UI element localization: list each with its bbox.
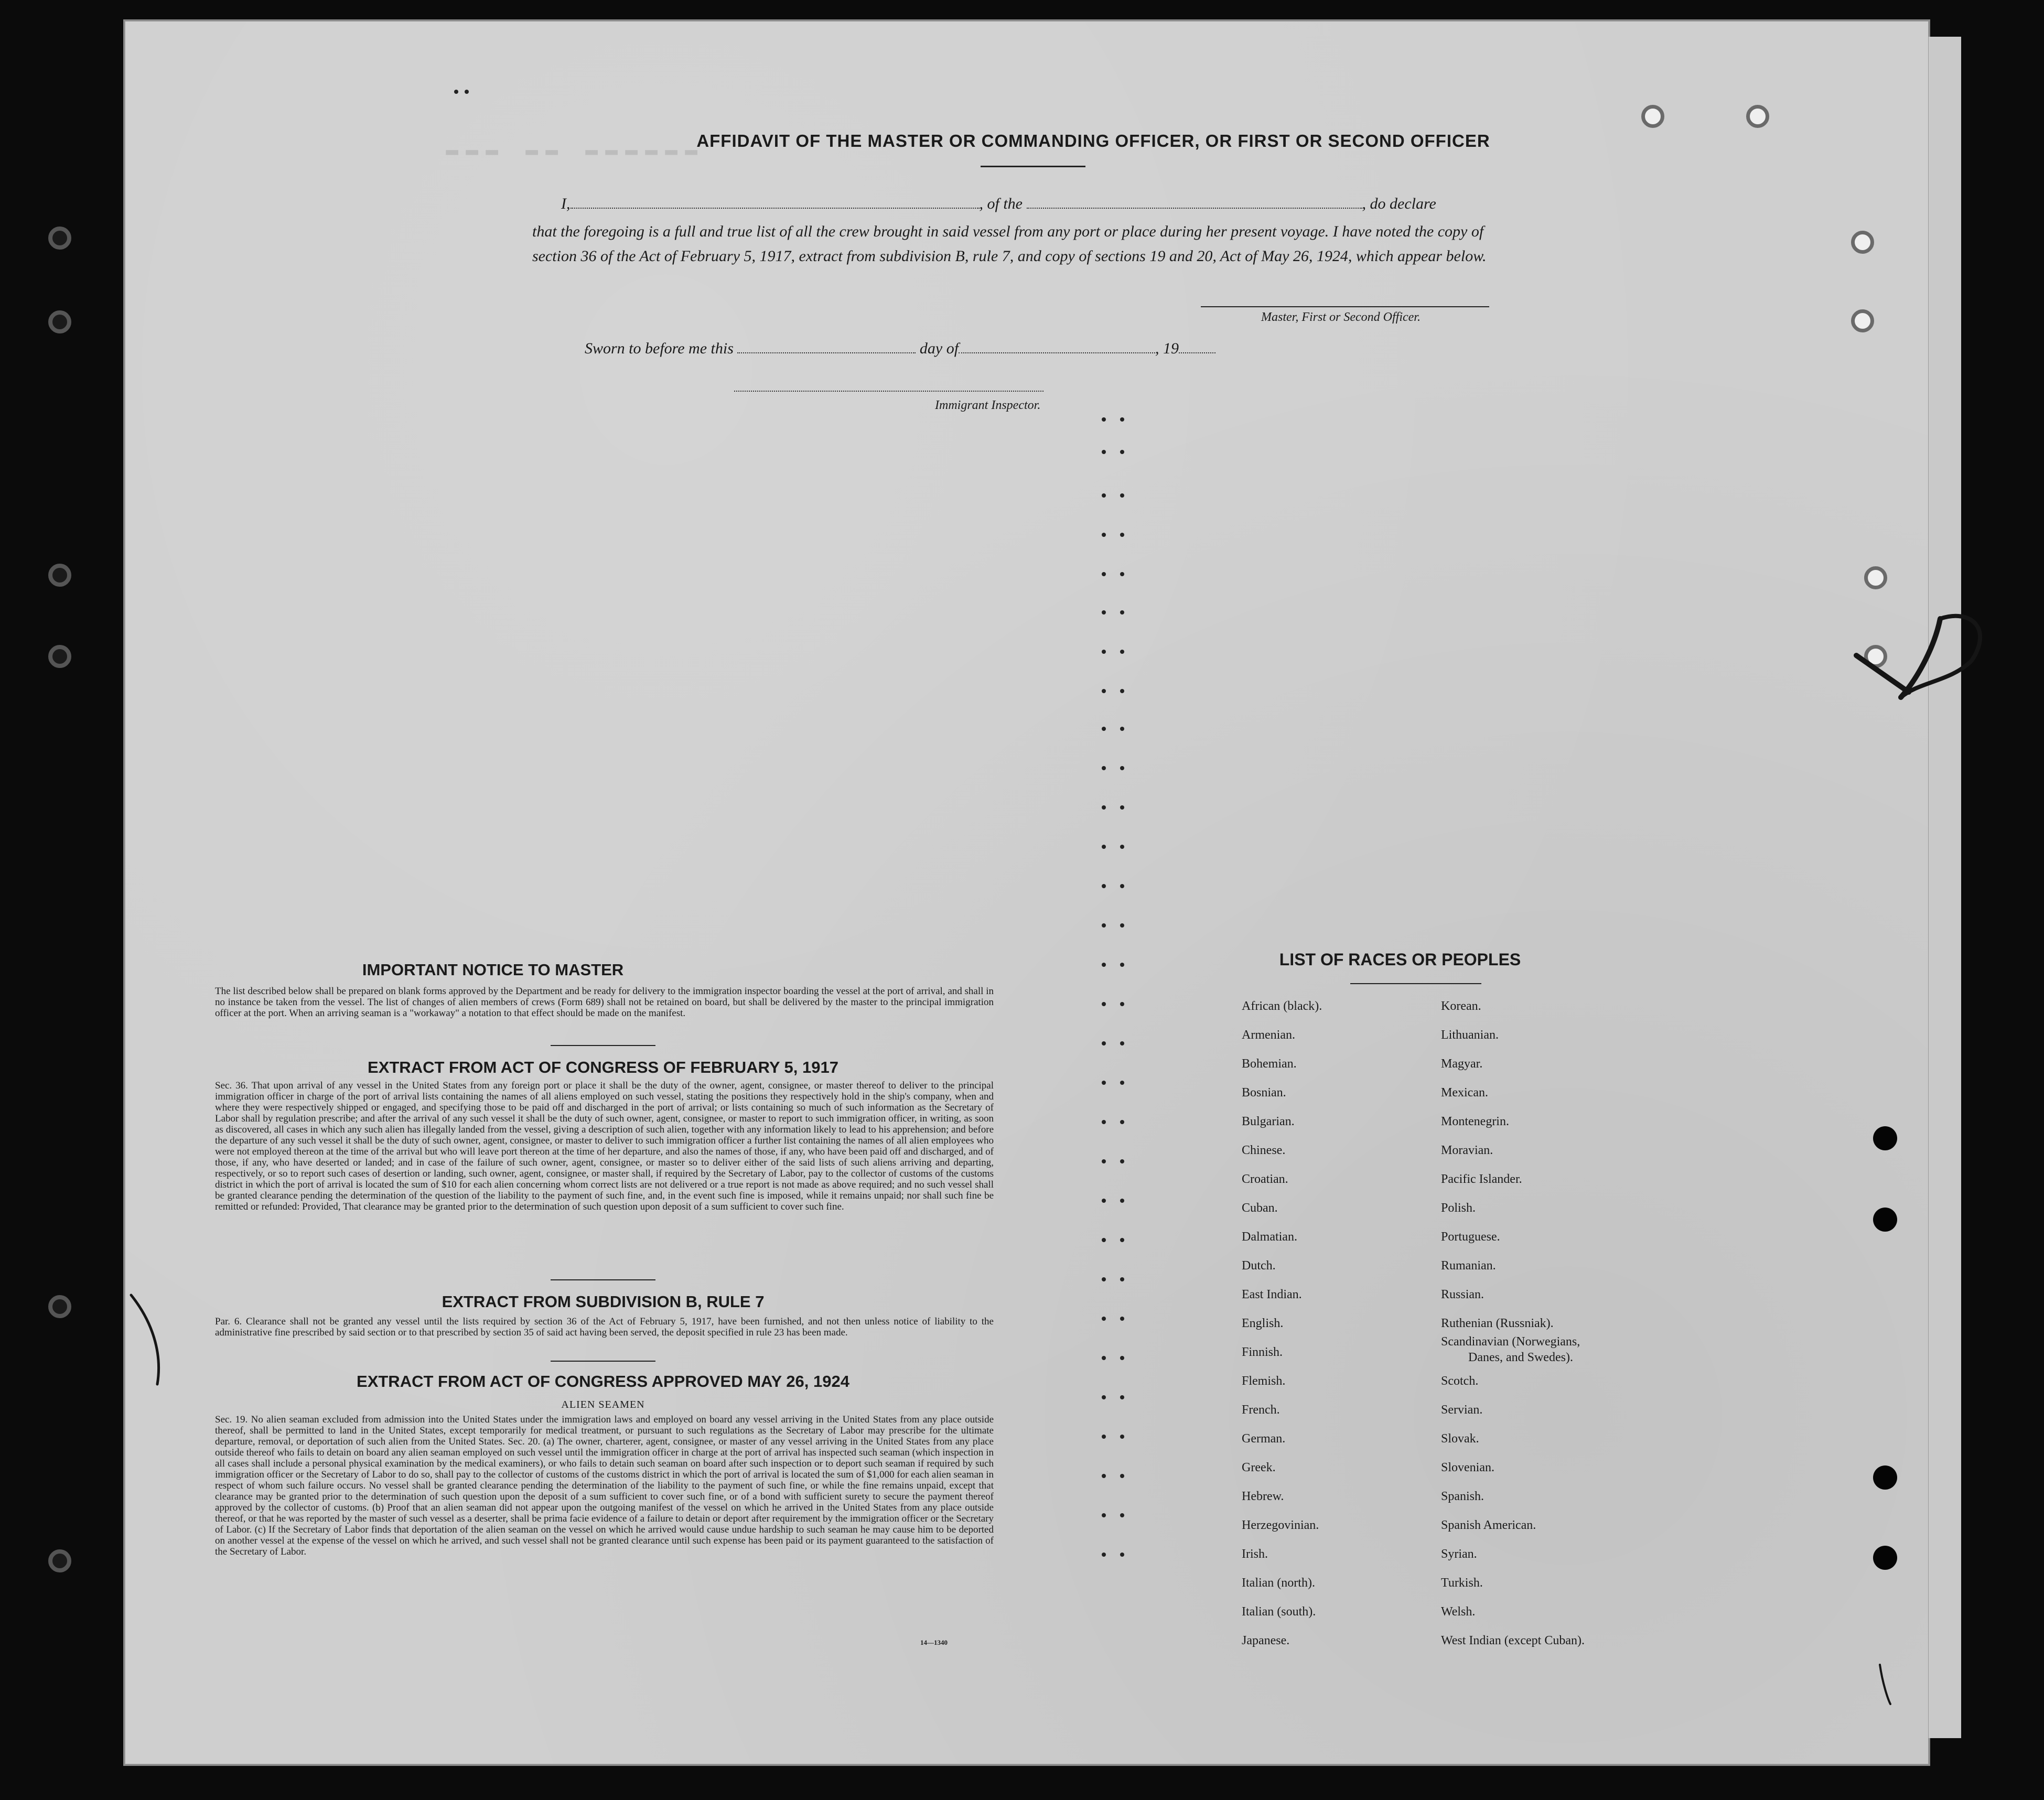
race-item: Servian. — [1441, 1403, 1483, 1417]
race-item: Armenian. — [1242, 1028, 1295, 1042]
race-item: Slovak. — [1441, 1432, 1479, 1446]
race-item: English. — [1242, 1317, 1284, 1330]
race-item: East Indian. — [1242, 1288, 1302, 1301]
race-item: Polish. — [1441, 1201, 1476, 1215]
race-item: German. — [1242, 1432, 1286, 1446]
race-item: French. — [1242, 1403, 1280, 1417]
race-item: Herzegovinian. — [1242, 1518, 1319, 1532]
bleed-through-title: ▬▬▬ ▬▬ ▬▬▬▬▬▬ — [446, 139, 705, 163]
form-number: 14—1340 — [920, 1639, 948, 1646]
race-item: Hebrew. — [1242, 1490, 1284, 1503]
race-item: Moravian. — [1441, 1144, 1493, 1157]
race-item: African (black). — [1242, 999, 1322, 1013]
affidavit-title: AFFIDAVIT OF THE MASTER OR COMMANDING OFFICER, OR FIRST OR SECOND OFFICER — [696, 131, 1490, 150]
race-item: Korean. — [1441, 999, 1481, 1013]
master-signature-label: Master, First or Second Officer. — [1261, 310, 1421, 324]
sworn-line: Sworn to before me this day of , 19 — [585, 340, 1215, 358]
race-item: Rumanian. — [1441, 1259, 1496, 1273]
race-item: Spanish. — [1441, 1490, 1484, 1503]
race-item: Montenegrin. — [1441, 1115, 1509, 1128]
extract-rule7-text: Par. 6. Clearance shall not be granted any vessel until the lists required by section 36 of the Act of February 5, 1917, have been furnished, and not then unless notice of liability to the administrative fine prescribed by said section or to that prescribed by section 35 of said act having been served, the deposit specified in rule 23 has been made. — [215, 1316, 994, 1338]
extract-rule7-title: EXTRACT FROM SUBDIVISION B, RULE 7 — [442, 1292, 765, 1311]
race-item: Flemish. — [1242, 1374, 1286, 1388]
race-item: Russian. — [1441, 1288, 1484, 1301]
affidavit-declaration-line: I, , of the , do declare — [561, 195, 1436, 212]
race-item: Italian (north). — [1242, 1576, 1315, 1590]
race-item: Finnish. — [1242, 1345, 1283, 1359]
notice-title: IMPORTANT NOTICE TO MASTER — [362, 961, 624, 979]
races-title: LIST OF RACES OR PEOPLES — [1279, 950, 1521, 969]
race-item: Syrian. — [1441, 1547, 1477, 1561]
inspector-label: Immigrant Inspector. — [935, 398, 1041, 412]
race-item: Dutch. — [1242, 1259, 1276, 1273]
extract-1917-text: Sec. 36. That upon arrival of any vessel in the United States from any foreign port or place it shall be the duty of the owner, agent, consignee, or master thereof to deliver to the principal immigration officer in charge of the port of arrival lists containing the names of all aliens employed on such vessel, stating the positions they respectively hold in the ship's company, when and where they were respectively shipped or engaged, and specifying those to be paid off and discharged in the port of arrival; or lists containing so much of such information as the Secretary of Labor shall by regulation prescribe; and after the arrival of any such vessel it shall be the duty of such owner, agent, consignee, or master to report to such immigration officer, in writing, as soon as discovered, all cases in which any such alien has illegally landed from the vessel, giving a description of such alien, together with any information likely to lead to his apprehension; and before the departure of any such vessel it shall be the duty of such owner, agent, consignee, or master to deliver to such immigration officer a further list containing the names of all alien employees who were not employed thereon at the time of the arrival but who will leave port thereon at the time of her departure, and also the names of those, if any, who have been paid off and discharged, and of those, if any, who have deserted or landed; and in case of the failure of such owner, agent, consignee, or master so to deliver either of the said lists of such aliens arriving and departing, respectively, or so to report such cases of desertion or landing, such owner, agent, consignee, or master shall, if required by the Secretary of Labor, pay to the collector of customs of the customs district in which the port of arrival is located the sum of $10 for each alien concerning whom correct lists are not delivered or a true report is not made as above required; and no such vessel shall be granted clearance pending the determination of the question of the liability to the payment of such fine, and, in the event such fine is imposed, while it remains unpaid; nor shall such fine be remitted or refunded: Provided, That clearance may be granted prior to the determination of such question upon deposit of a sum sufficient to cover such fine. — [215, 1080, 994, 1212]
race-item: Chinese. — [1242, 1144, 1286, 1157]
notice-text: The list described below shall be prepared on blank forms approved by the Department and be ready for delivery to the immigration inspector boarding the vessel at the port of arrival, and shall in no instance be taken from the vessel. The list of changes of alien members of crews (Form 689) shall not be retained on board, but shall be delivered by the master to the principal immigration officer at the port. When an arriving seaman is a "workaway" a notation to that effect should be made on the manifest. — [215, 986, 994, 1019]
race-item: Mexican. — [1441, 1086, 1488, 1100]
race-item: Lithuanian. — [1441, 1028, 1499, 1042]
race-item: Bosnian. — [1242, 1086, 1286, 1100]
race-item: Dalmatian. — [1242, 1230, 1297, 1244]
race-item: Bohemian. — [1242, 1057, 1297, 1071]
race-item: Magyar. — [1441, 1057, 1483, 1071]
race-item: Slovenian. — [1441, 1461, 1494, 1474]
race-item: Scotch. — [1441, 1374, 1479, 1388]
race-item: Irish. — [1242, 1547, 1268, 1561]
extract-1924-text: Sec. 19. No alien seaman excluded from admission into the United States under the immigration laws and employed on board any vessel arriving in the United States from any place outside thereof, shall be permitted to land in the United States, except temporarily for medical treatment, or pursuant to such regulations as the Secretary of Labor may prescribe for the ultimate departure, removal, or deportation of such alien from the United States. Sec. 20. (a) The owner, charterer, agent, consignee, or master of any vessel arriving in the United States from any place outside thereof who fails to detain on board any alien seaman employed on such vessel until the immigration officer in charge at the port of arrival has inspected such seaman (which inspection in all cases shall include a personal physical examination by the medical examiners), or who fails to detain such seaman on board after such inspection or to deport such seaman if required by such immigration officer or the Secretary of Labor to do so, shall pay to the collector of customs of the customs district in which the port of arrival is located the sum of $1,000 for each alien seaman in respect of whom such failure occurs. No vessel shall be granted clearance pending the determination of the liability to the payment of such fine, or while the fine remains unpaid, except that clearance may be granted prior to the determination of such question upon the deposit of a sum sufficient to cover such fine, or of a bond with sufficient surety to secure the payment thereof approved by the collector of customs. (b) Proof that an alien seaman did not appear upon the outgoing manifest of the vessel on which he arrived in the United States from any place outside thereof, or that he was reported by the master of such vessel as a deserter, shall be prima facie evidence of a failure to detain or deport after requirement by the immigration officer or the Secretary of Labor. (c) If the Secretary of Labor finds that deportation of the alien seaman on the vessel on which he arrived would cause undue hardship to such seaman he may cause him to be deported on another vessel at the expense of the vessel on which he arrived, and such vessel shall not be granted clearance until such expense has been paid or its payment guaranteed to the satisfaction of the Secretary of Labor. — [215, 1414, 994, 1557]
race-item: Cuban. — [1242, 1201, 1278, 1215]
race-item: Bulgarian. — [1242, 1115, 1295, 1128]
race-item: Scandinavian (Norwegians, — [1441, 1335, 1580, 1349]
race-item: Pacific Islander. — [1441, 1172, 1522, 1186]
race-item: Italian (south). — [1242, 1605, 1316, 1619]
extract-1924-title: EXTRACT FROM ACT OF CONGRESS APPROVED MAY 26, 1924 — [357, 1372, 849, 1391]
race-item: Greek. — [1242, 1461, 1276, 1474]
race-item: Spanish American. — [1441, 1518, 1536, 1532]
race-item: West Indian (except Cuban). — [1441, 1634, 1585, 1647]
race-item: Ruthenian (Russniak). — [1441, 1317, 1554, 1330]
race-item: Portuguese. — [1441, 1230, 1500, 1244]
affidavit-body: that the foregoing is a full and true list of all the crew brought in said vessel from any port or place during her present voyage. I have noted the copy of section 36 of the Act of February 5, 1917, extract from subdivision B, rule 7, and copy of sections 19 and 20, Act of May 26, 1924, which appear below. — [532, 223, 1487, 265]
extract-1917-title: EXTRACT FROM ACT OF CONGRESS OF FEBRUARY 5, 1917 — [368, 1058, 838, 1076]
race-item-continued: Danes, and Swedes). — [1468, 1351, 1573, 1364]
alien-seamen-subtitle: ALIEN SEAMEN — [561, 1399, 645, 1410]
race-item: Japanese. — [1242, 1634, 1290, 1647]
race-item: Turkish. — [1441, 1576, 1483, 1590]
race-item: Croatian. — [1242, 1172, 1288, 1186]
race-item: Welsh. — [1441, 1605, 1476, 1619]
